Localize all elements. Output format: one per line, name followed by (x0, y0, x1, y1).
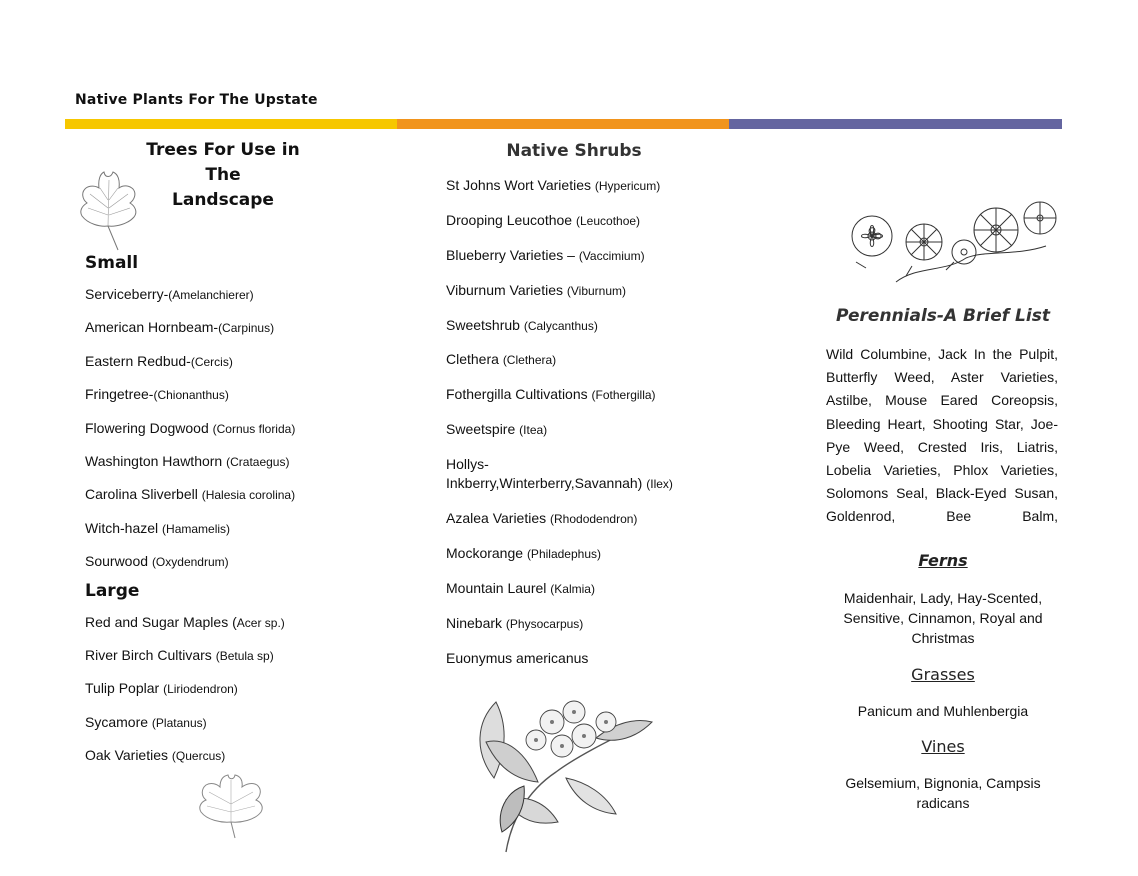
list-item: American Hornbeam-(Carpinus) (85, 319, 275, 336)
tulip-leaf-icon (78, 170, 140, 252)
list-item: Serviceberry-(Amelanchierer) (85, 286, 254, 302)
list-item: Flowering Dogwood (Cornus florida) (85, 419, 296, 436)
list-item: Euonymus americanus (446, 649, 589, 666)
list-item: Fringetree-(Chionanthus) (85, 386, 229, 403)
color-bar-yellow (65, 119, 397, 129)
vines-heading: Vines (921, 737, 965, 756)
color-bar (65, 119, 1062, 129)
list-item: Viburnum Varieties (Viburnum) (446, 281, 627, 298)
ferns-heading: Ferns (918, 551, 968, 570)
ferns-text: Maidenhair, Lady, Hay-Scented, Sensitive, Cinnamon, Royal and Christmas (843, 590, 1043, 646)
flowers-illustration-icon (836, 196, 1060, 286)
list-item: Hollys-Inkberry,Winterberry,Savannah) (Ilex) (446, 456, 673, 492)
trees-heading-line2: Landscape (172, 190, 274, 210)
perennials-title: Perennials-A Brief List (836, 306, 1050, 326)
list-item: Azalea Varieties (Rhododendron) (446, 510, 638, 527)
perennials-column (826, 138, 1060, 828)
trees-column (78, 138, 378, 858)
small-trees-list (85, 284, 375, 572)
grasses-heading: Grasses (911, 665, 975, 684)
large-trees-list (85, 612, 375, 767)
small-trees-heading: Small (85, 253, 139, 273)
grasses-text: Panicum and Muhlenbergia (857, 703, 1029, 719)
list-item: Clethera (Clethera) (446, 351, 557, 368)
list-item: Sourwood (Oxydendrum) (85, 553, 229, 570)
list-item: Carolina Sliverbell (Halesia corolina) (85, 486, 296, 503)
list-item: Blueberry Varieties – (Vaccimium) (446, 246, 645, 263)
list-item: Washington Hawthorn (Crataegus) (85, 452, 290, 469)
list-item: Fothergilla Cultivations (Fothergilla) (446, 386, 656, 403)
list-item: Oak Varieties (Quercus) (85, 747, 226, 764)
list-item: Eastern Redbud-(Cercis) (85, 352, 233, 369)
tulip-leaf-icon (193, 774, 269, 840)
large-trees-heading: Large (85, 580, 140, 601)
list-item: Mockorange (Philadephus) (446, 544, 601, 561)
list-item: Witch-hazel (Hamamelis) (85, 519, 231, 536)
list-item: Tulip Poplar (Liriodendron) (85, 680, 238, 697)
color-bar-purple (729, 119, 1062, 129)
list-item: Ninebark (Physocarpus) (446, 614, 584, 631)
perennials-text: Wild Columbine, Jack In the Pulpit, Butterfly Weed, Aster Varieties, Astilbe, Mouse Eared Coreopsis, Bleeding Heart, Shooting Star, Joe-Pye Weed, Crested Iris, Liatris, Lobelia Varieties, Phlox Varieties, Solomons Seal, Black-Eyed Susan, Goldenrod, Bee Balm, (826, 346, 1058, 525)
list-item: Sweetspire (Itea) (446, 421, 548, 438)
document-title: Native Plants For The Upstate (75, 92, 318, 108)
shrubs-list (446, 176, 736, 669)
trees-heading-line1: Trees For Use in The (146, 140, 300, 185)
list-item: Red and Sugar Maples (Acer sp.) (85, 613, 285, 630)
list-item: River Birch Cultivars (Betula sp) (85, 646, 274, 663)
list-item: St Johns Wort Varieties (Hypericum) (446, 177, 661, 193)
list-item: Sycamore (Platanus) (85, 713, 207, 730)
mountain-laurel-sprig-icon (466, 682, 656, 854)
vines-text: Gelsemium, Bignonia, Campsis radicans (845, 775, 1041, 811)
shrubs-column (446, 138, 736, 683)
shrubs-heading: Native Shrubs (506, 141, 642, 161)
list-item: Mountain Laurel (Kalmia) (446, 579, 595, 596)
list-item: Drooping Leucothoe (Leucothoe) (446, 211, 641, 228)
color-bar-orange (397, 119, 729, 129)
list-item: Sweetshrub (Calycanthus) (446, 316, 598, 333)
